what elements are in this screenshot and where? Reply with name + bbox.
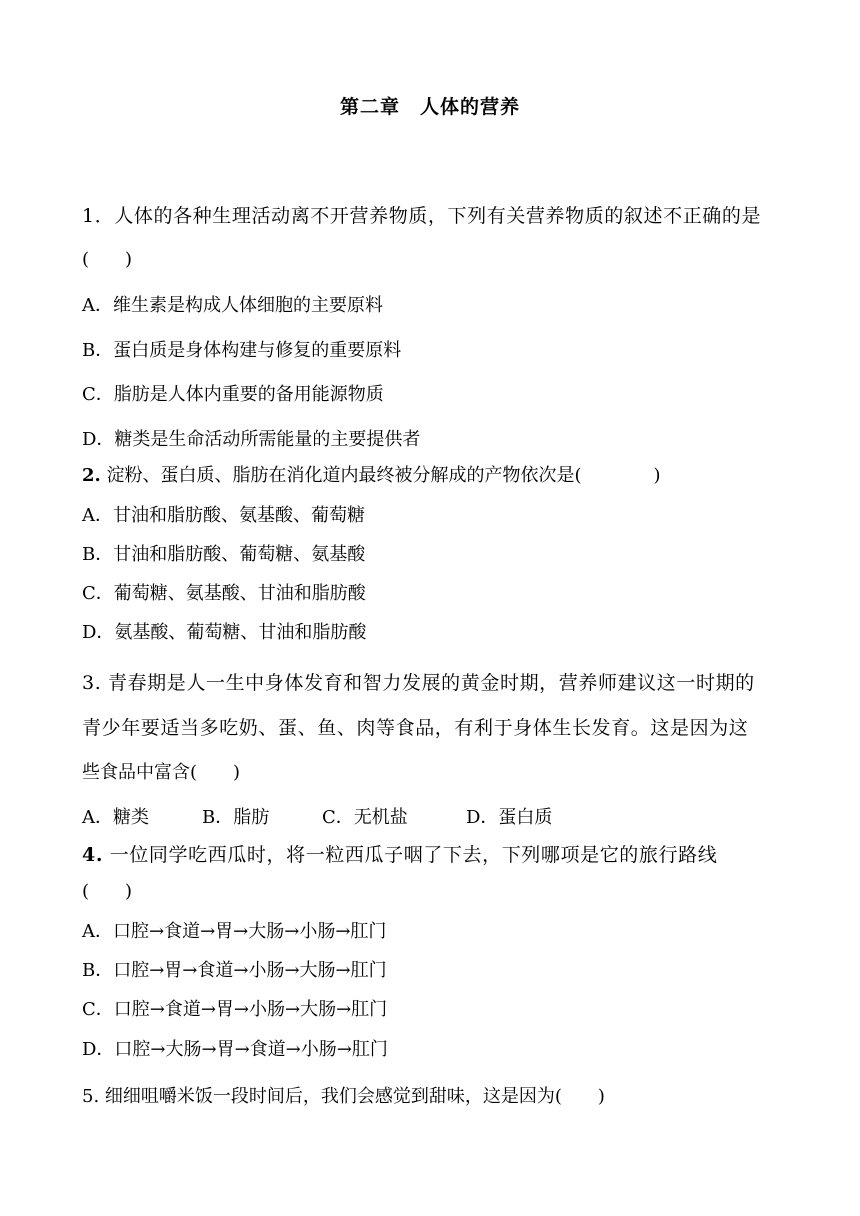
q3-stem-line2: 青少年要适当多吃奶、蛋、鱼、肉等食品，有利于身体生长发育。这是因为这 — [82, 717, 749, 739]
q4-stem-line2: ( ) — [82, 881, 133, 902]
q3-option-c: C．无机盐 — [322, 807, 408, 828]
q1-option-d: D．糖类是生命活动所需能量的主要提供者 — [82, 429, 421, 450]
q3-stem-line3: 些食品中富含( ) — [82, 762, 241, 783]
q2-option-a: A．甘油和脂肪酸、氨基酸、葡萄糖 — [82, 505, 365, 526]
q1-option-a: A．维生素是构成人体细胞的主要原料 — [82, 295, 383, 316]
q5-stem: 5. 细细咀嚼米饭一段时间后，我们会感觉到甜味，这是因为( ) — [82, 1086, 605, 1107]
q1-stem-line2: ( ) — [82, 249, 133, 270]
q4-stem-row — [82, 843, 782, 867]
q2-option-c: C．葡萄糖、氨基酸、甘油和脂肪酸 — [82, 583, 366, 604]
q4-option-c: C．口腔→食道→胃→小肠→大肠→肛门 — [82, 999, 388, 1020]
q4-stem-line1: 一位同学吃西瓜时，将一粒西瓜子咽了下去，下列哪项是它的旅行路线 — [109, 844, 718, 866]
q2-stem: 淀粉、蛋白质、脂肪在消化道内最终被分解成的产物依次是( ) — [106, 465, 661, 486]
q2-option-d: D．氨基酸、葡萄糖、甘油和脂肪酸 — [82, 622, 367, 643]
q3-stem-line1: 3. 青春期是人一生中身体发育和智力发展的黄金时期，营养师建议这一时期的 — [82, 672, 755, 694]
q4-option-d: D．口腔→大肠→胃→食道→小肠→肛门 — [82, 1039, 388, 1060]
q2-stem-row — [82, 464, 782, 488]
q1-option-c: C．脂肪是人体内重要的备用能源物质 — [82, 384, 384, 405]
q2-number: 2. — [82, 465, 101, 486]
q3-option-a: A．糖类 — [82, 807, 149, 828]
chapter-title: 第二章 人体的营养 — [339, 96, 520, 118]
q4-number: 4. — [82, 844, 104, 866]
q3-option-b: B．脂肪 — [202, 807, 270, 828]
q3-options-row — [82, 806, 782, 830]
q4-option-b: B．口腔→胃→食道→小肠→大肠→肛门 — [82, 960, 387, 981]
q4-option-a: A．口腔→食道→胃→大肠→小肠→肛门 — [82, 921, 387, 942]
q3-option-d: D．蛋白质 — [466, 807, 553, 828]
q1-stem-line1: 1．人体的各种生理活动离不开营养物质，下列有关营养物质的叙述不正确的是 — [82, 205, 762, 227]
q2-option-b: B．甘油和脂肪酸、葡萄糖、氨基酸 — [82, 544, 366, 565]
q1-option-b: B．蛋白质是身体构建与修复的重要原料 — [82, 340, 402, 361]
